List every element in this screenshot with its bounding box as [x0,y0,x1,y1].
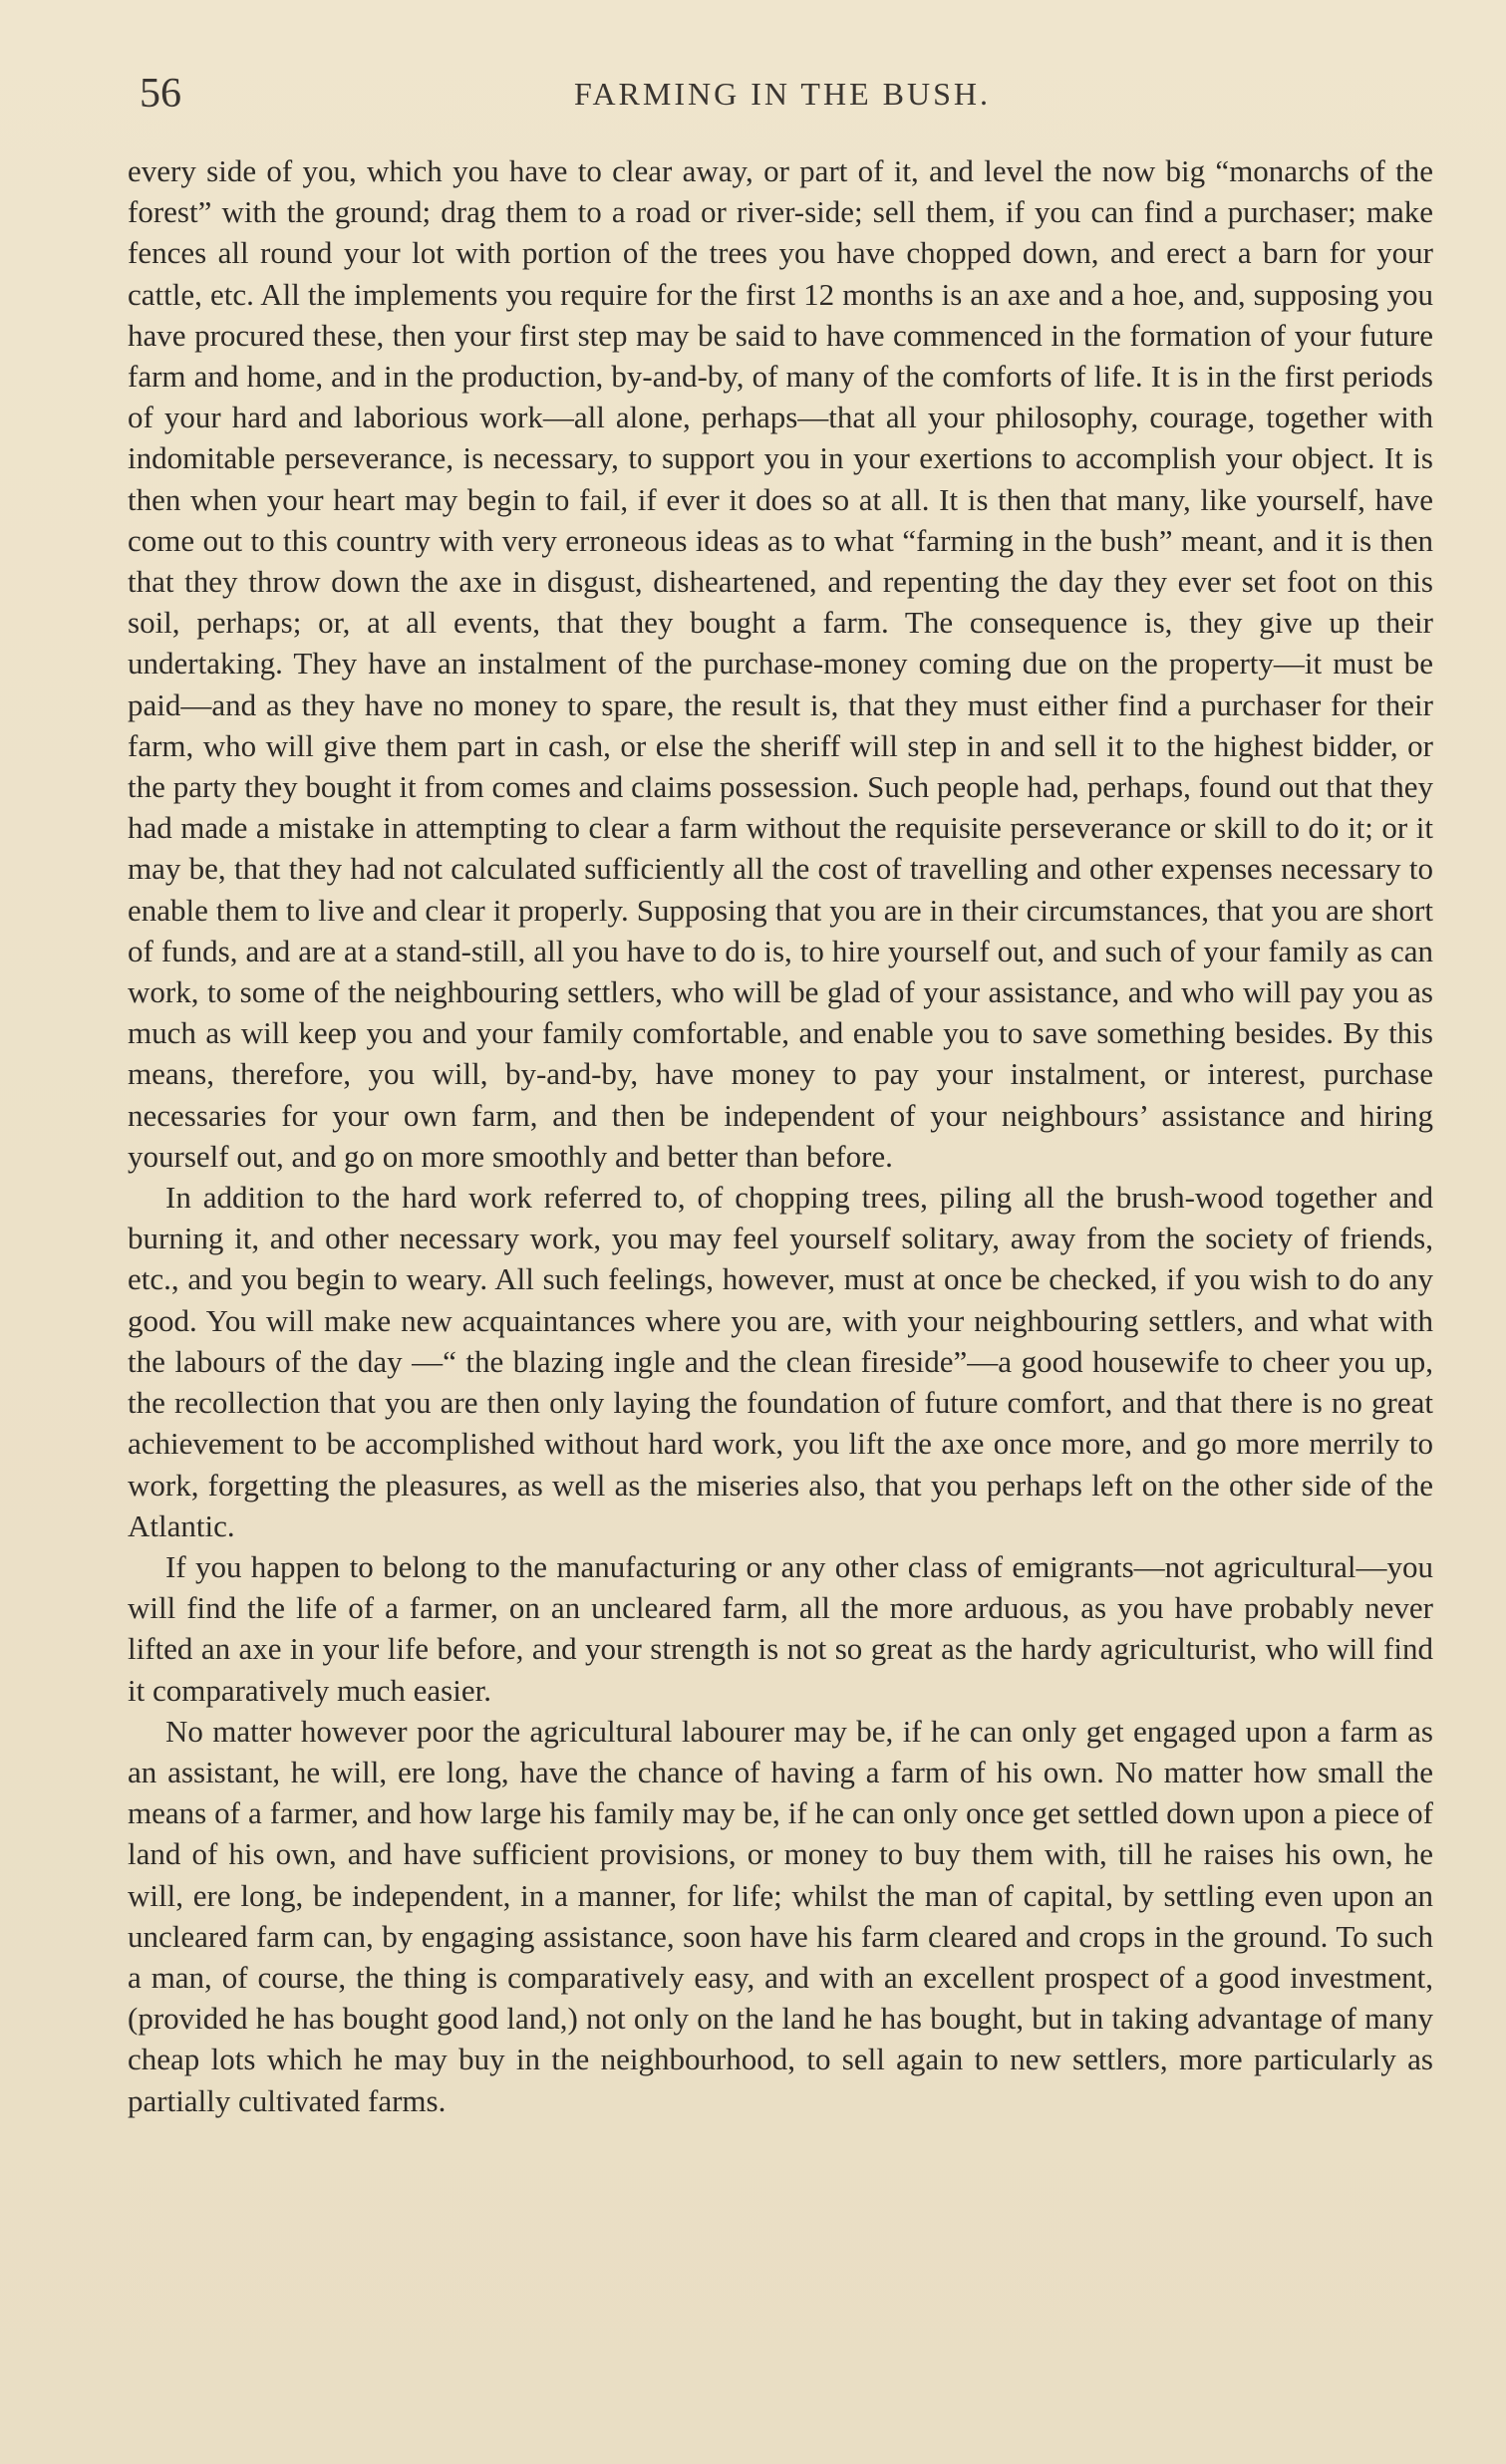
body-text [128,150,1433,2121]
paragraph-1: every side of you, which you have to clear away, or part of it, and level the now big “monarchs of the forest” with the ground; drag them to a road or river-side; sell them, if you can find a purchaser; make fences all round your lot with portion of the trees you have chopped down, and erect a barn for your cattle, etc. All the implements you require for the first 12 months is an axe and a hoe, and, supposing you have procured these, then your first step may be said to have commenced in the formation of your future farm and home, and in the production, by-and-by, of many of the comforts of life. It is in the first periods of your hard and laborious work—all alone, perhaps—that all your philosophy, courage, together with indomitable perseverance, is necessary, to support you in your exertions to accomplish your object. It is then when your heart may begin to fail, if ever it does so at all. It is then that many, like yourself, have come out to this country with very erroneous ideas as to what “farming in the bush” meant, and it is then that they throw down the axe in disgust, disheartened, and repenting the day they ever set foot on this soil, perhaps; or, at all events, that they bought a farm. The consequence is, they give up their undertaking. They have an instalment of the purchase-money coming due on the property—it must be paid—and as they have no money to spare, the result is, that they must either find a purchaser for their farm, who will give them part in cash, or else the sheriff will step in and sell it to the highest bidder, or the party they bought it from comes and claims possession. Such people had, perhaps, found out that they had made a mistake in attempting to clear a farm without the requisite perseverance or skill to do it; or it may be, that they had not calculated sufficiently all the cost of travelling and other expenses necessary to enable them to live and clear it properly. Supposing that you are in their circumstances, that you are short of funds, and are at a stand-still, all you have to do is, to hire yourself out, and such of your family as can work, to some of the neighbouring settlers, who will be glad of your assistance, and who will pay you as much as will keep you and your family comfortable, and enable you to save something besides. By this means, therefore, you will, by-and-by, have money to pay your instalment, or interest, purchase necessaries for your own farm, and then be independent of your neighbours’ assistance and hiring yourself out, and go on more smoothly and better than before. [128,153,1433,1174]
paragraph-3: If you happen to belong to the manufacturing or any other class of emigrants—not agricultural—you will find the life of a farmer, on an uncleared farm, all the more arduous, as you have probably never lifted an axe in your life before, and your strength is not so great as the hardy agriculturist, who will find it comparatively much easier. [128,1548,1433,1708]
page-number: 56 [140,71,181,117]
paragraph-4: No matter however poor the agricultural labourer may be, if he can only get engaged upon a farm as an assistant, he will, ere long, have the chance of having a farm of his own. No matter how small the means of a farmer, and how large his family may be, if he can only once get settled down upon a piece of land of his own, and have sufficient provisions, or money to buy them with, till he raises his own, he will, ere long, be independent, in a manner, for life; whilst the man of capital, by settling even upon an uncleared farm can, by engaging assistance, soon have his farm cleared and crops in the ground. To such a man, of course, the thing is comparatively easy, and with an excellent prospect of a good investment, (provided he has bought good land,) not only on the land he has bought, but in taking advantage of many cheap lots which he may buy in the neighbourhood, to sell again to new settlers, more particularly as partially cultivated farms. [128,1713,1433,2118]
running-head: FARMING IN THE BUSH. [574,76,991,112]
paragraph-2: In addition to the hard work referred to, of chopping trees, piling all the brush-wood together and burning it, and other necessary work, you may feel yourself solitary, away from the society of friends, etc., and you begin to weary. All such feelings, however, must at once be checked, if you wish to do any good. You will make new acquaintances where you are, with your neighbouring settlers, and what with the labours of the day —“ the blazing ingle and the clean fireside”—a good housewife to cheer you up, the recollection that you are then only laying the foundation of future comfort, and that there is no great achievement to be accomplished without hard work, you lift the axe once more, and go more merrily to work, forgetting the pleasures, as well as the miseries also, that you perhaps left on the other side of the Atlantic. [128,1180,1433,1543]
page-header [140,64,1425,124]
